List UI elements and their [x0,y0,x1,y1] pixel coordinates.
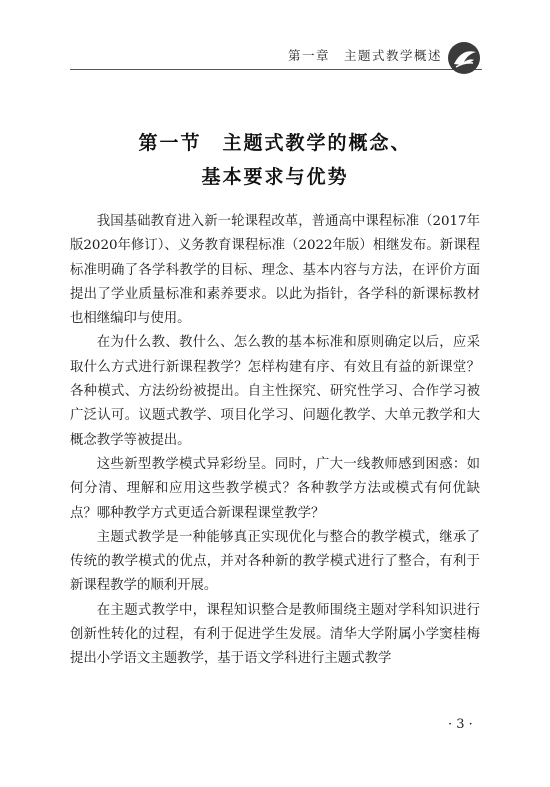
paragraph: 主题式教学是一种能够真正实现优化与整合的教学模式，继承了传统的教学模式的优点，并对各种新的教学模式进行了整合，有利于新课程教学的顺利开展。 [70,529,480,594]
paragraph: 在为什么教、教什么、怎么教的基本标准和原则确定以后，应采取什么方式进行新课程教学？怎样构建有序、有效且有益的新课堂？各种模式、方法纷纷被提出。自主性探究、研究性学习、合作学习被广泛认可。议题式教学、项目化学习、问题化教学、大单元教学和大概念教学等被提出。 [70,335,480,448]
header-rule [70,69,482,70]
body-text [70,210,480,672]
page-number: · 3 · [448,717,473,732]
paragraph: 在主题式教学中，课程知识整合是教师围绕主题对学科知识进行创新性转化的过程，有利于促进学生发展。清华大学附属小学窦桂梅提出小学语文主题教学，基于语文学科进行主题式教学 [70,602,480,667]
running-head: 第一章 主题式教学概述 [287,48,442,63]
paragraph: 我国基础教育进入新一轮课程改革，普通高中课程标准（2017年版2020年修订）、义务教育课程标准（2022年版）相继发布。新课程标准明确了各学科教学的目标、理念、基本内容与方法，在评价方面提出了学业质量标准和素养要求。以此为指针，各学科的新课标教材也相继编印与使用。 [70,214,480,327]
section-title-line1: 第一节 主题式教学的概念、 [138,132,412,154]
paragraph: 这些新型教学模式异彩纷呈。同时，广大一线教师感到困惑：如何分清、理解和应用这些教学模式？各种教学方法或模式有何优缺点？哪种教学方式更适合新课程课堂教学？ [70,456,480,521]
section-title-line2: 基本要求与优势 [201,166,349,188]
ginkgo-leaf-icon [444,40,484,76]
